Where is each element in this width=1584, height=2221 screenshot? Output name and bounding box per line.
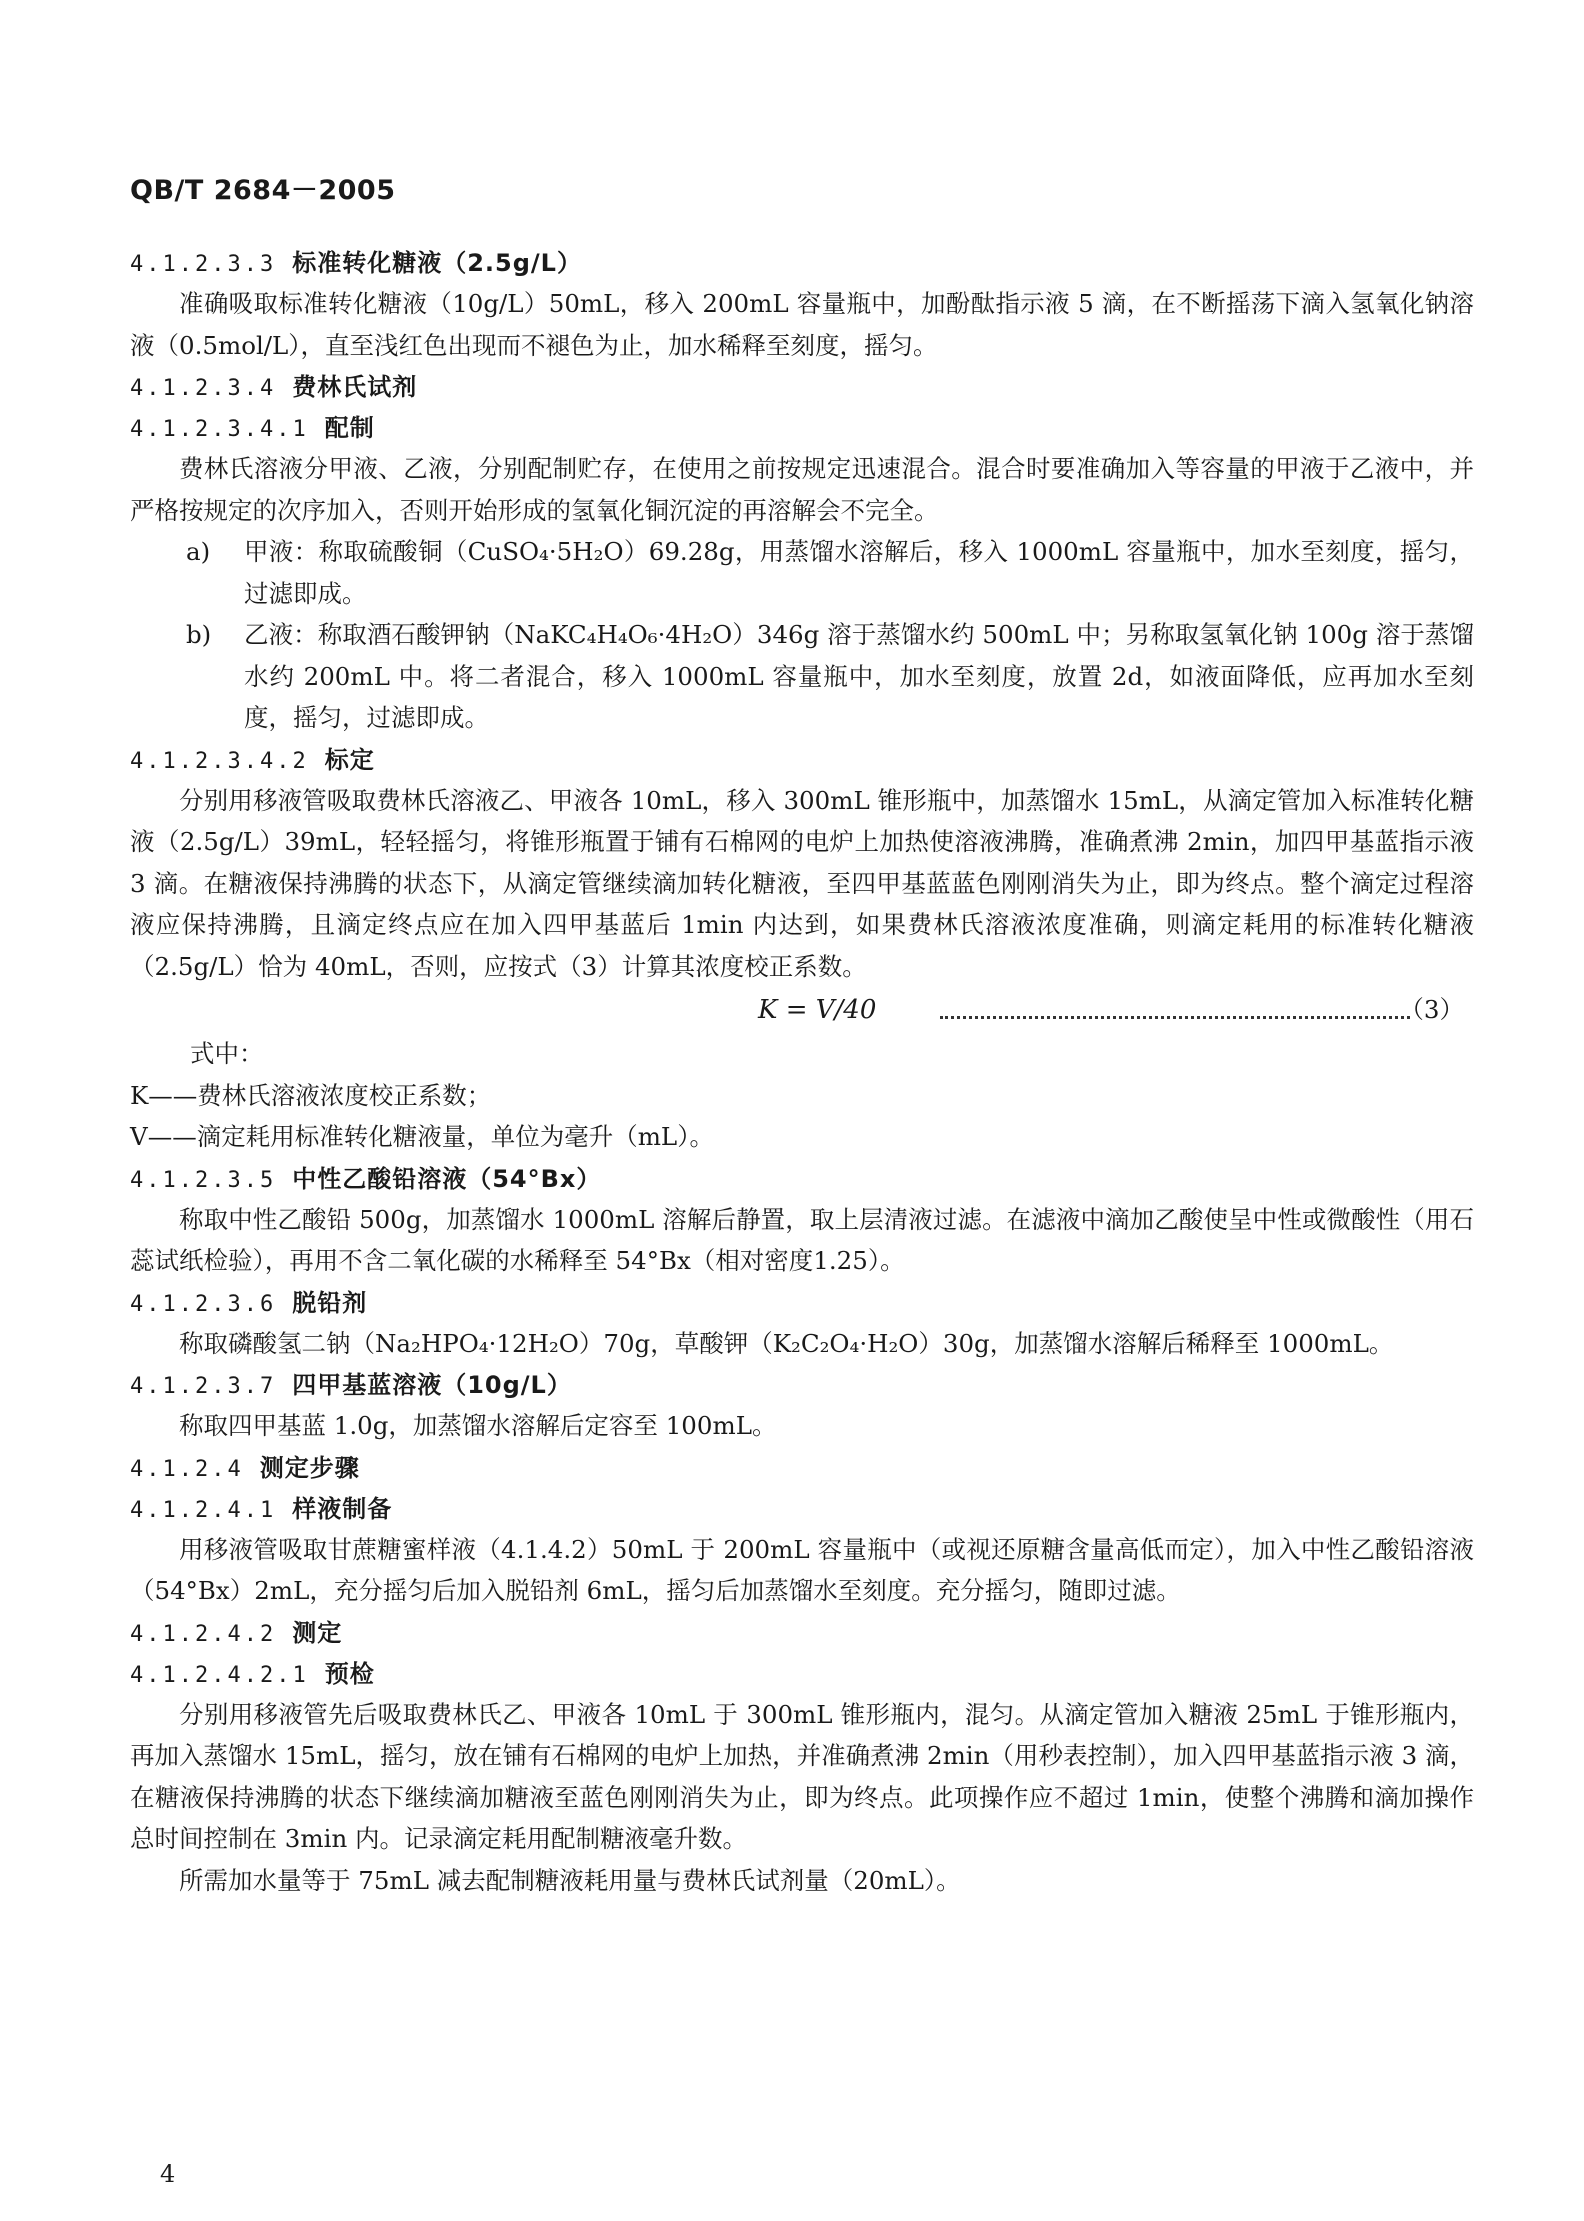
- paragraph: 称取磷酸氢二钠（Na₂HPO₄·12H₂O）70g，草酸钾（K₂C₂O₄·H₂O）30g，加蒸馏水溶解后稀释至 1000mL。: [179, 1328, 1394, 1358]
- section-title: 中性乙酸铅溶液（54°Bx）: [292, 1164, 602, 1193]
- paragraph: 称取中性乙酸铅 500g，加蒸馏水 1000mL 溶解后静置，取上层清液过滤。在滤液中滴加乙酸使呈中性或微酸性（用石蕊试纸检验），再用不含二氧化碳的水稀释至 54°Bx（相对密度1.25）。: [130, 1204, 1474, 1275]
- section-number: 4.1.2.3.3: [130, 252, 277, 277]
- section-number: 4.1.2.4.2: [130, 1621, 277, 1647]
- paragraph: 用移液管吸取甘蔗糖蜜样液（4.1.4.2）50mL 于 200mL 容量瓶中（或视还原糖含量高低而定），加入中性乙酸铅溶液（54°Bx）2mL，充分摇匀后加入脱铅剂 6mL，摇匀后加蒸馏水至刻度。充分摇匀，随即过滤。: [130, 1534, 1474, 1605]
- list-item: [130, 531, 1474, 614]
- list-item-label: a): [186, 537, 211, 566]
- text-line: K——费林氏溶液浓度校正系数；: [130, 1080, 492, 1110]
- paragraph: 所需加水量等于 75mL 减去配制糖液耗用量与费林氏试剂量（20mL）。: [179, 1865, 961, 1895]
- section-title: 配制: [324, 414, 375, 442]
- section-number: 4.1.2.3.7: [130, 1374, 277, 1399]
- document-body: [130, 242, 1474, 1901]
- section-title: 费林氏试剂: [292, 373, 418, 401]
- section-number: 4.1.2.3.6: [130, 1291, 277, 1317]
- section-number: 4.1.2.4.1: [130, 1497, 277, 1523]
- section-number: 4.1.2.3.5: [130, 1167, 277, 1193]
- standard-code: QB/T 2684－2005: [130, 175, 396, 206]
- section-title: 标准转化糖液（2.5g/L）: [292, 249, 582, 277]
- paragraph: 分别用移液管吸取费林氏溶液乙、甲液各 10mL，移入 300mL 锥形瓶中，加蒸馏水 15mL，从滴定管加入标准转化糖液（2.5g/L）39mL，轻轻摇匀，将锥形瓶置于铺有石棉网的电炉上加热使溶液沸腾，准确煮沸 2min，加四甲基蓝指示液 3 滴。在糖液保持沸腾的状态下，从滴定管继续滴加转化糖液，至四甲基蓝蓝色刚刚消失为止，即为终点。整个滴定过程溶液应保持沸腾，且滴定终点应在加入四甲基蓝后 1min 内达到，如果费林氏溶液浓度准确，则滴定耗用的标准转化糖液（2.5g/L）恰为 40mL，否则，应按式（3）计算其浓度校正系数。: [130, 785, 1474, 981]
- formula-line: [130, 987, 1474, 1033]
- formula-expression: K = V/40: [758, 995, 877, 1025]
- section-title: 标定: [324, 745, 375, 774]
- list-item: [130, 614, 1474, 739]
- section-number: 4.1.2.4.2.1: [130, 1662, 309, 1688]
- list-item-text: 甲液：称取硫酸铜（CuSO₄·5H₂O）69.28g，用蒸馏水溶解后，移入 1000mL 容量瓶中，加水至刻度，摇匀，过滤即成。: [244, 537, 1474, 608]
- section-number: 4.1.2.3.4: [130, 376, 277, 401]
- section-title: 测定: [292, 1618, 343, 1647]
- section-title: 测定步骤: [259, 1453, 360, 1482]
- equation-number: （3）: [1399, 995, 1464, 1024]
- section-heading: [130, 242, 1474, 283]
- section-heading: [130, 739, 1474, 780]
- section-heading: [130, 1612, 1474, 1653]
- list-item-label: b): [186, 620, 212, 649]
- section-heading: [130, 1282, 1474, 1323]
- text-line: 式中：: [190, 1039, 264, 1068]
- section-title: 脱铅剂: [292, 1288, 368, 1317]
- section-heading: [130, 1447, 1474, 1488]
- list-item-text: 乙液：称取酒石酸钾钠（NaKC₄H₄O₆·4H₂O）346g 溶于蒸馏水约 500mL 中；另称取氢氧化钠 100g 溶于蒸馏水约 200mL 中。将二者混合，移入 1000mL 容量瓶中，加水至刻度，放置 2d，如液面降低，应再加水至刻度，摇匀，过滤即成。: [244, 620, 1474, 732]
- section-heading: [130, 1158, 1474, 1199]
- section-number: 4.1.2.3.4.2: [130, 748, 309, 774]
- paragraph: 准确吸取标准转化糖液（10g/L）50mL，移入 200mL 容量瓶中，加酚酞指示液 5 滴，在不断摇荡下滴入氢氧化钠溶液（0.5mol/L），直至浅红色出现而不褪色为止，加水稀释至刻度，摇匀。: [130, 289, 1474, 360]
- paragraph: 费林氏溶液分甲液、乙液，分别配制贮存，在使用之前按规定迅速混合。混合时要准确加入等容量的甲液于乙液中，并严格按规定的次序加入，否则开始形成的氢氧化铜沉淀的再溶解会不完全。: [130, 454, 1474, 525]
- section-number: 4.1.2.3.4.1: [130, 417, 309, 442]
- section-heading: [130, 1488, 1474, 1529]
- section-heading: [130, 1653, 1474, 1694]
- section-title: 样液制备: [292, 1494, 393, 1523]
- section-title: 预检: [324, 1659, 375, 1688]
- section-heading: [130, 366, 1474, 407]
- section-heading: [130, 1364, 1474, 1405]
- paragraph: 分别用移液管先后吸取费林氏乙、甲液各 10mL 于 300mL 锥形瓶内，混匀。从滴定管加入糖液 25mL 于锥形瓶内，再加入蒸馏水 15mL，摇匀，放在铺有石棉网的电炉上加热，并准确煮沸 2min（用秒表控制），加入四甲基蓝指示液 3 滴，在糖液保持沸腾的状态下继续滴加糖液至蓝色刚刚消失为止，即为终点。此项操作应不超过 1min，使整个沸腾和滴加操作总时间控制在 3min 内。记录滴定耗用配制糖液毫升数。: [130, 1699, 1474, 1853]
- paragraph: 称取四甲基蓝 1.0g，加蒸馏水溶解后定容至 100mL。: [179, 1411, 777, 1440]
- text-line: V——滴定耗用标准转化糖液量，单位为毫升（mL）。: [130, 1122, 714, 1151]
- dot-leader: [940, 1016, 1410, 1019]
- page-number: 4: [160, 2160, 176, 2188]
- section-number: 4.1.2.4: [130, 1456, 244, 1482]
- section-heading: [130, 407, 1474, 448]
- section-title: 四甲基蓝溶液（10g/L）: [292, 1371, 572, 1399]
